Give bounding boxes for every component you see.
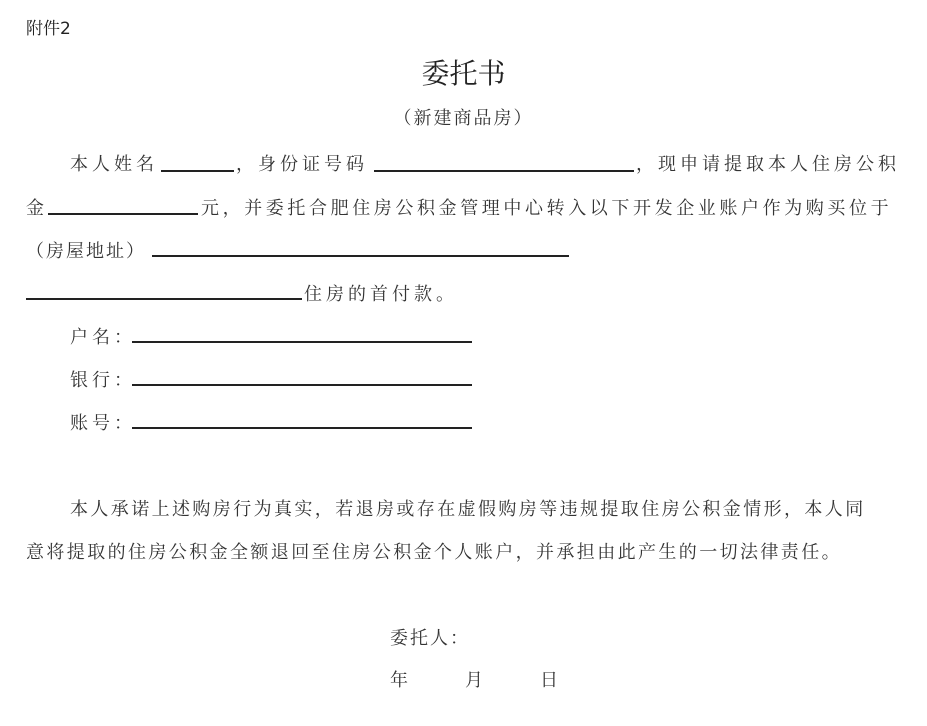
bank-blank[interactable] <box>132 384 472 386</box>
attachment-label: 附件2 <box>26 19 71 39</box>
id-number-blank[interactable] <box>374 170 634 172</box>
apply-text: ，现申请提取本人住房公积 <box>636 154 900 175</box>
amount-blank[interactable] <box>48 213 198 215</box>
account-number-blank[interactable] <box>132 427 472 429</box>
principal-label: 委托人： <box>390 628 470 649</box>
address-blank[interactable] <box>152 255 569 257</box>
account-name-label: 户名： <box>70 327 136 348</box>
line4-end: 住房的首付款。 <box>304 284 458 305</box>
document-title: 委托书 <box>421 57 506 90</box>
line2-start: 金 <box>26 198 48 219</box>
bank-label: 银行： <box>70 370 136 391</box>
document-subtitle: （新建商品房） <box>393 108 534 129</box>
promise-line-1: 本人承诺上述购房行为真实，若退房或存在虚假购房等违规提取住房公积金情形，本人同 <box>70 499 866 520</box>
address-blank-continued[interactable] <box>26 298 302 300</box>
id-prefix: ，身份证号码 <box>236 154 368 175</box>
date-year: 年 <box>390 670 408 691</box>
promise-line-2: 意将提取的住房公积金全额退回至住房公积金个人账户，并承担由此产生的一切法律责任。 <box>26 542 842 563</box>
address-label: （房屋地址） <box>26 241 146 262</box>
account-number-label: 账号： <box>70 413 136 434</box>
date-month: 月 <box>465 670 483 691</box>
name-prefix: 本人姓名 <box>70 154 158 175</box>
account-name-blank[interactable] <box>132 341 472 343</box>
line2-rest: 元，并委托合肥住房公积金管理中心转入以下开发企业账户作为购买位于 <box>201 198 893 219</box>
date-day: 日 <box>540 670 558 691</box>
name-blank[interactable] <box>161 170 234 172</box>
